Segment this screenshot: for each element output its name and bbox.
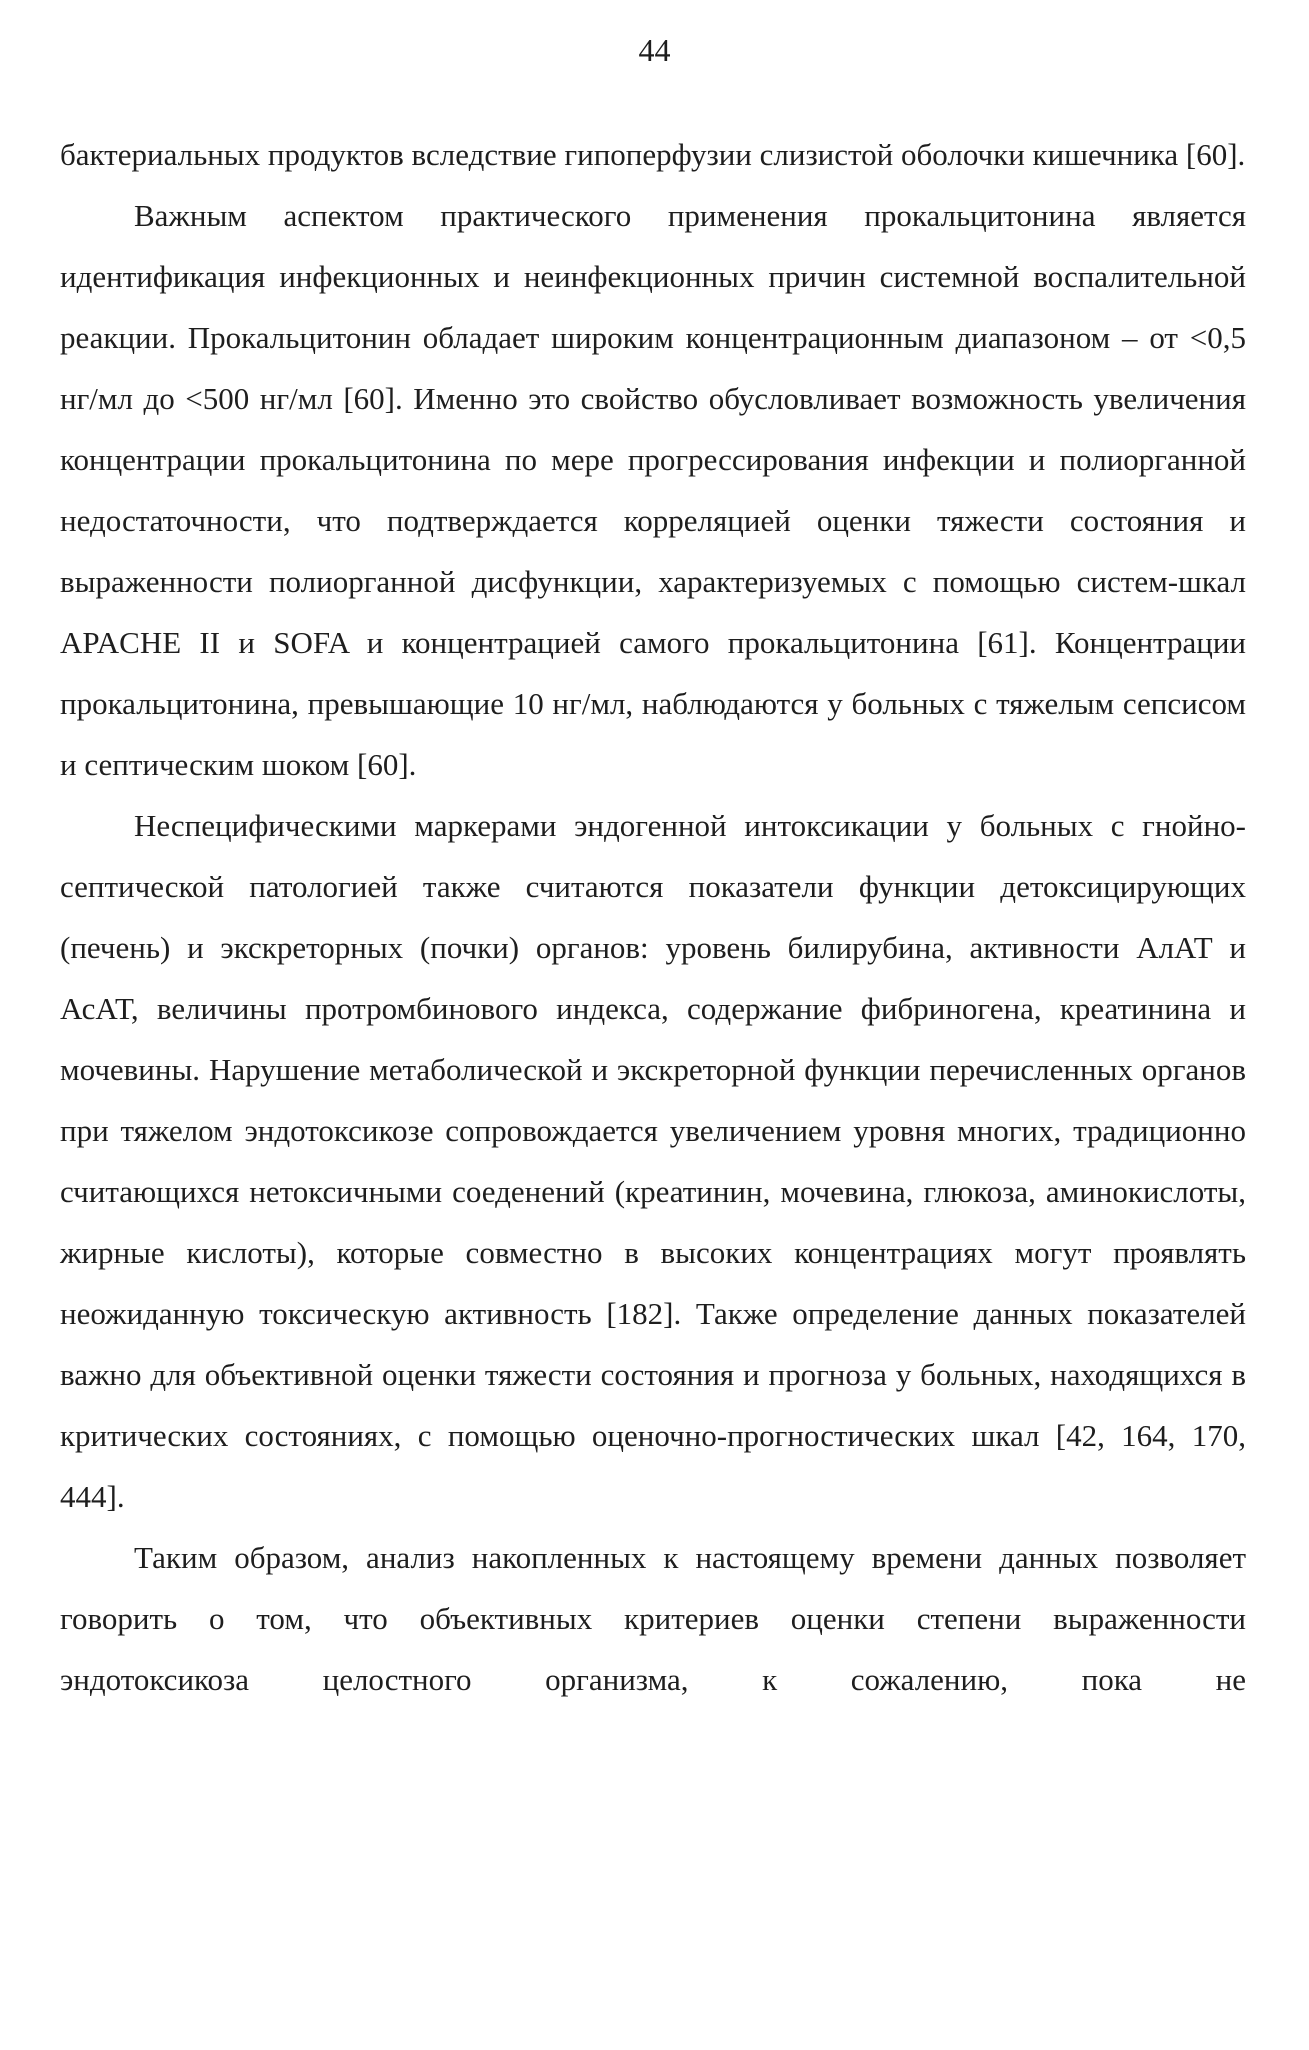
paragraph-conclusion: Таким образом, анализ накопленных к настоящему времени данных позволяет говорить о том, что объективных критериев оценки степени выраженности эндотоксикоза целостного организма, к сожалению, пока не — [60, 1540, 1246, 1697]
paragraph-procalcitonin: Важным аспектом практического применения прокальцитонина является идентификация инфекционных и неинфекционных причин системной воспалительной реакции. Прокальцитонин обладает широким концентрационным диапазоном – от <0,5 нг/мл до <500 нг/мл [60]. Именно это свойство обусловливает возможность увеличения концентрации прокальцитонина по мере прогрессирования инфекции и полиорганной недостаточности, что подтверждается корреляцией оценки тяжести состояния и выраженности полиорганной дисфункции, характеризуемых с помощью систем-шкал APACHE II и SOFA и концентрацией самого прокальцитонина [61]. Концентрации прокальцитонина, превышающие 10 нг/мл, наблюдаются у больных с тяжелым сепсисом и септическим шоком [60]. — [60, 198, 1246, 782]
text-body — [60, 124, 1246, 1710]
paragraph-continuation: бактериальных продуктов вследствие гипоперфузии слизистой оболочки кишечника [60]. — [60, 137, 1246, 172]
page-number: 44 — [638, 32, 671, 68]
paragraph-nonspecific-markers: Неспецифическими маркерами эндогенной интоксикации у больных с гнойно-септической патологией также считаются показатели функции детоксицирующих (печень) и экскреторных (почки) органов: уровень билирубина, активности АлАТ и АсАТ, величины протромбинового индекса, содержание фибриногена, креатинина и мочевины. Нарушение метаболической и экскреторной функции перечисленных органов при тяжелом эндотоксикозе сопровождается увеличением уровня многих, традиционно считающихся нетоксичными соеденений (креатинин, мочевина, глюкоза, аминокислоты, жирные кислоты), которые совместно в высоких концентрациях могут проявлять неожиданную токсическую активность [182]. Также определение данных показателей важно для объективной оценки тяжести состояния и прогноза у больных, находящихся в критических состояниях, с помощью оценочно-прогностических шкал [42, 164, 170, 444]. — [60, 808, 1246, 1514]
